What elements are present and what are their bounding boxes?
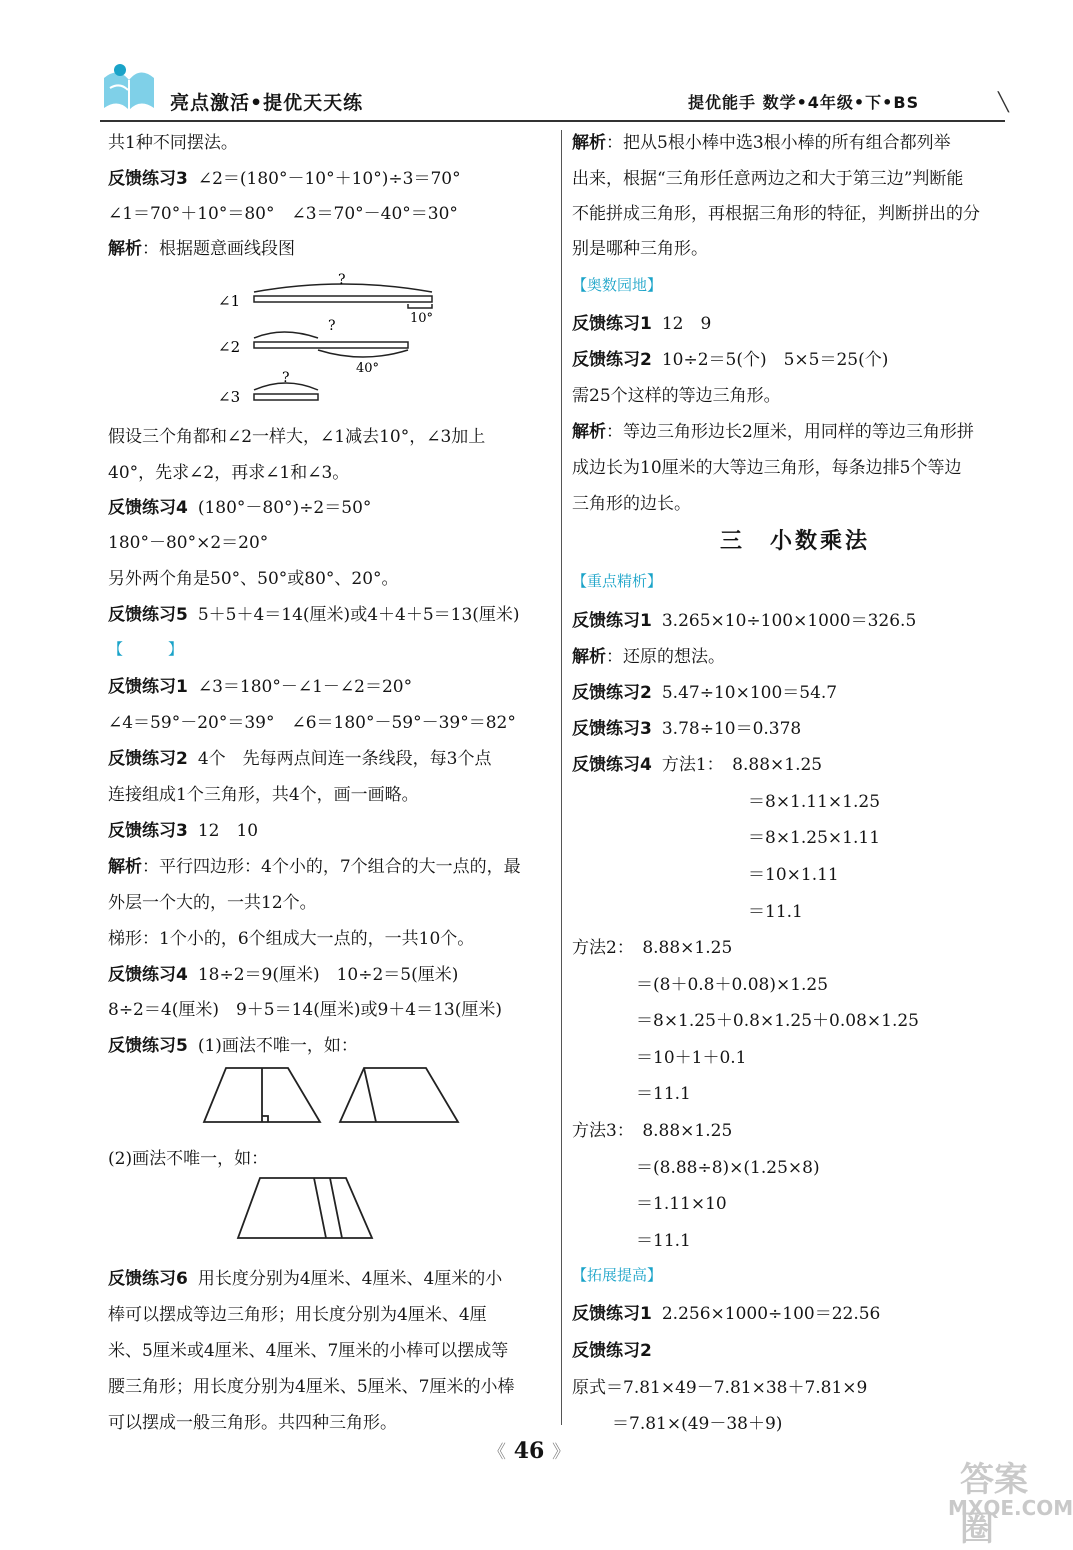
text-line: 原式＝7.81×49－7.81×38＋7.81×9 [572,1378,868,1398]
section-tag: 【重点精析】 [572,572,663,590]
text-line: 三角形的边长。 [572,494,691,514]
segment-angle-2 [254,342,408,348]
page-number: 46 [513,1438,545,1464]
text-line: 反馈练习2 4个 先每两点间连一条线段，每3个点 [108,749,492,769]
text-line: 反馈练习3 ∠2＝(180°－10°＋10°)÷3＝70° [108,169,461,189]
text-line: 180°－80°×2＝20° [108,533,269,553]
calc-step: ＝7.81×(49－38＋9) [612,1414,783,1434]
calc-step: ＝1.11×10 [636,1194,727,1214]
brace-angle-2 [254,332,318,338]
unknown-mark: ? [282,370,290,386]
text-line: 反馈练习3 12 10 [108,821,259,841]
unknown-mark: ? [338,272,346,288]
trapezoid-figure-3 [238,1176,388,1240]
brace-10deg [408,304,432,308]
text-line: 反馈练习4 (180°－80°)÷2＝50° [108,498,372,518]
text-line: 出来，根据“三角形任意两边之和大于第三边”判断能 [572,169,964,189]
watermark-logo: 答案圈 [960,1460,1028,1549]
text-line: 米、5厘米或4厘米、4厘米、7厘米的小棒可以摆成等 [108,1341,509,1361]
unknown-mark: ? [328,318,336,334]
text-line: 解析：平行四边形：4个小的，7个组合的大一点的，最 [108,857,521,877]
text-line: ∠4＝59°－20°＝39° ∠6＝180°－59°－39°＝82° [108,713,516,733]
text-line: 需25个这样的等边三角形。 [572,386,781,406]
watermark-domain: MXQE.COM [948,1496,1073,1520]
angle-label: ∠3 [218,388,241,406]
page-header [0,0,1058,122]
segment-angle-3 [254,394,318,400]
text-line: 反馈练习1 3.265×10÷100×1000＝326.5 [572,611,917,631]
text-line: 方法3： 8.88×1.25 [572,1121,733,1141]
calc-step: ＝11.1 [636,1084,691,1104]
page-bracket-left: 《 [488,1442,507,1463]
page-bracket-right: 》 [551,1442,570,1463]
text-line: 反馈练习4 方法1： 8.88×1.25 [572,755,823,775]
calc-step: ＝10＋1＋0.1 [636,1048,747,1068]
text-line: 反馈练习2 10÷2＝5(个) 5×5＝25(个) [572,350,889,370]
text-line: 可以摆成一般三角形。共四种三角形。 [108,1413,397,1433]
section-tag: 【 】 [108,640,184,658]
calc-step: ＝8×1.11×1.25 [748,792,881,812]
text-line: 假设三个角都和∠2一样大，∠1减去10°，∠3加上 [108,427,486,447]
text-line: 反馈练习6 用长度分别为4厘米、4厘米、4厘米的小 [108,1269,503,1289]
text-line: 别是哪种三角形。 [572,239,708,259]
text-line: 反馈练习1 12 9 [572,314,712,334]
trapezoid-figures [204,1066,464,1126]
text-line: 连接组成1个三角形，共4个，画一画略。 [108,785,419,805]
angle-label: ∠1 [218,292,241,310]
book-logo-icon [100,58,158,116]
trapezoid-2-cut [364,1068,376,1122]
text-line: 不能拼成三角形，再根据三角形的特征，判断拼出的分 [572,204,980,224]
text-line: 梯形：1个小的，6个组成大一点的，一共10个。 [108,929,475,949]
segment-diagram [218,270,458,410]
text-line: 反馈练习1 ∠3＝180°－∠1－∠2＝20° [108,677,413,697]
text-line: 反馈练习5 5＋5＋4＝14(厘米)或4＋4＋5＝13(厘米) [108,605,520,625]
column-divider [561,130,562,1425]
text-line: 40°，先求∠2，再求∠1和∠3。 [108,463,350,483]
calc-step: ＝10×1.11 [748,865,839,885]
header-series-title: 亮点激活•提优天天练 [170,92,364,114]
section-tag: 【奥数园地】 [572,276,663,294]
trapezoid-3-cut [330,1178,342,1238]
calc-step: ＝(8＋0.8＋0.08)×1.25 [636,975,829,995]
header-corner-mark: ╲ [998,92,1009,113]
text-line: 解析：等边三角形边长2厘米，用同样的等边三角形拼 [572,422,974,442]
calc-step: ＝8×1.25×1.11 [748,828,881,848]
segment-angle-1 [254,296,432,302]
calc-step: ＝(8.88÷8)×(1.25×8) [636,1158,820,1178]
text-line: 解析：根据题意画线段图 [108,239,295,259]
text-line: 腰三角形；用长度分别为4厘米、5厘米、7厘米的小棒 [108,1377,515,1397]
text-line: 反馈练习2 5.47÷10×100＝54.7 [572,683,838,703]
difference-mark: 40° [356,361,380,376]
chapter-title: 三 小数乘法 [720,529,871,554]
text-line: 反馈练习1 2.256×1000÷100＝22.56 [572,1304,881,1324]
text-line: 8÷2＝4(厘米) 9＋5＝14(厘米)或9＋4＝13(厘米) [108,1000,503,1020]
text-line: 反馈练习2 [572,1341,652,1361]
calc-step: ＝11.1 [748,902,803,922]
trapezoid-2 [340,1068,458,1122]
calc-step: ＝11.1 [636,1231,691,1251]
trapezoid-3-cut [314,1178,326,1238]
text-line: 反馈练习3 3.78÷10＝0.378 [572,719,802,739]
brace-40deg [318,350,408,357]
text-line: 棒可以摆成等边三角形；用长度分别为4厘米、4厘 [108,1305,487,1325]
text-line: (2)画法不唯一，如： [108,1149,269,1169]
text-line: 解析：把从5根小棒中选3根小棒的所有组合都列举 [572,133,951,153]
text-line: 外层一个大的，一共12个。 [108,893,317,913]
difference-mark: 10° [410,311,434,326]
trapezoid-3 [238,1178,372,1238]
text-line: 共1种不同摆法。 [108,133,238,153]
header-rule [100,120,1005,122]
text-line: 另外两个角是50°、50°或80°、20°。 [108,569,399,589]
text-line: 方法2： 8.88×1.25 [572,938,733,958]
text-line: 成边长为10厘米的大等边三角形，每条边排5个等边 [572,458,962,478]
page-footer [0,1438,1058,1464]
header-book-title: 提优能手 数学•4年级•下•BS [688,93,920,112]
text-line: 解析：还原的想法。 [572,647,725,667]
angle-label: ∠2 [218,338,241,356]
text-line: 反馈练习4 18÷2＝9(厘米) 10÷2＝5(厘米) [108,965,459,985]
calc-step: ＝8×1.25＋0.8×1.25＋0.08×1.25 [636,1011,919,1031]
text-line: 反馈练习5 (1)画法不唯一，如： [108,1036,358,1056]
section-tag: 【拓展提高】 [572,1266,663,1284]
text-line: ∠1＝70°＋10°＝80° ∠3＝70°－40°＝30° [108,204,458,224]
